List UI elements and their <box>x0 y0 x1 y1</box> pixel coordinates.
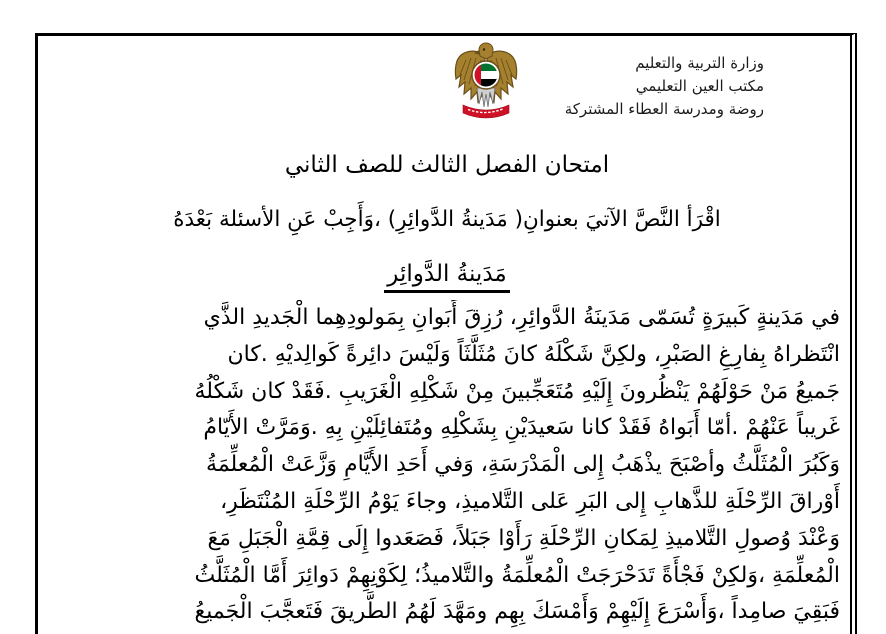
header-text-block <box>546 52 764 121</box>
passage-line: جَميعُ مَنْ حَوْلَهُمْ يَنْظُرونَ إِلَيْهِ مُتَعَجِّبينَ مِنْ شَكْلِهِ الْغَرَيبِ .فَقَدْ كان شَكْلُهُ <box>194 378 840 404</box>
passage-line: فَبَقِيَ صامِداً ،وَأَسْرَعَ إِلَيْهِمْ وَأَمْسَكَ بِهِم ومَهَّدَ لَهُمُ الطَّريقَ فَتَعجَّبَ الْجَميعُ <box>194 599 840 625</box>
passage-title: مَدَينةُ الدَّوائِر <box>384 261 509 293</box>
falcon-emblem-icon <box>452 42 520 120</box>
passage-line: في مَدَينةٍ كَبيرَةٍ تُسَمّى مَدَينَةُ الدَّوائِرِ، رُزِقَ أَبَوانِ بِمَولودِهِما الْجَديدِ الذَّي <box>203 305 840 330</box>
education-office-name: مكتب العين التعليمي <box>635 77 764 95</box>
passage-line: وَعْنْدَ وُصولِ التَّلاميذِ لِمَكانِ الرِّحْلَةِ رَأَوْا جَبَلاً، فَصَعَدوا إِلَى قِمَّةِ الْجَبَلِ مَعَ <box>207 525 840 551</box>
passage-line: الْمُعلِّمَةِ ،وَلكِنْ فَجْأَةً تَدَحْرَجَتْ الْمُعلِّمَةُ والتَّلاميذُ؛ لِكَوْنِهِمْ دَوائِرَ أَمَّا الْمُثَلَّثُ <box>194 562 840 588</box>
passage-title-row <box>35 261 859 293</box>
uae-emblem-logo <box>452 42 520 120</box>
passage-line: انْتَظراهُ بِفارِغِ الصَبْرِ، ولكِنَّ شَكْلَهُ كانَ مُثَلَّثَاً وَلَيْسَ دائِرةً كَوالِديْهِ .كان <box>227 341 840 367</box>
document-header <box>452 42 764 121</box>
exam-instruction: اقْرَأ النَّصَّ الآتيَ بعنوانِ( مَدَينةُ الدَّوائِرِ) ،وَأَجِبْ عَنِ الأسئلة بَعْدَهُ <box>173 207 721 232</box>
ministry-name: وزارة التربية والتعليم <box>635 54 764 72</box>
school-name: روضة ومدرسة العطاء المشتركة <box>564 100 764 118</box>
exam-title: امتحان الفصل الثالث للصف الثاني <box>284 152 610 178</box>
passage-line: غَريباً عَنْهُمْ .أمّا أَبَواهُ فَقَدْ كانا سَعيدَيْنِ بِشَكْلِهِ ومُتَفائِلَيْنِ بِهِ .وَمَرَّتْ الأَيّامُ <box>203 415 840 441</box>
passage-line: أَوْراقَ الرِّحْلَةِ للذَّهابِ إِلى البَرِ عَلى التَّلاميذِ، وجاءَ يَوْمُ الرِّحْلَةِ المُنْتَظَرِ، <box>220 488 840 514</box>
passage-line: وَكَبُرَ الْمُثَلَّثُ وأصْبَحَ يذْهَبُ إِلى الْمَدْرَسَةِ، وَفي أَحَدِ الأَيَّامِ وَزَّعَتْ الْمُعلِّمَةُ <box>206 452 840 478</box>
passage-text <box>58 300 840 631</box>
